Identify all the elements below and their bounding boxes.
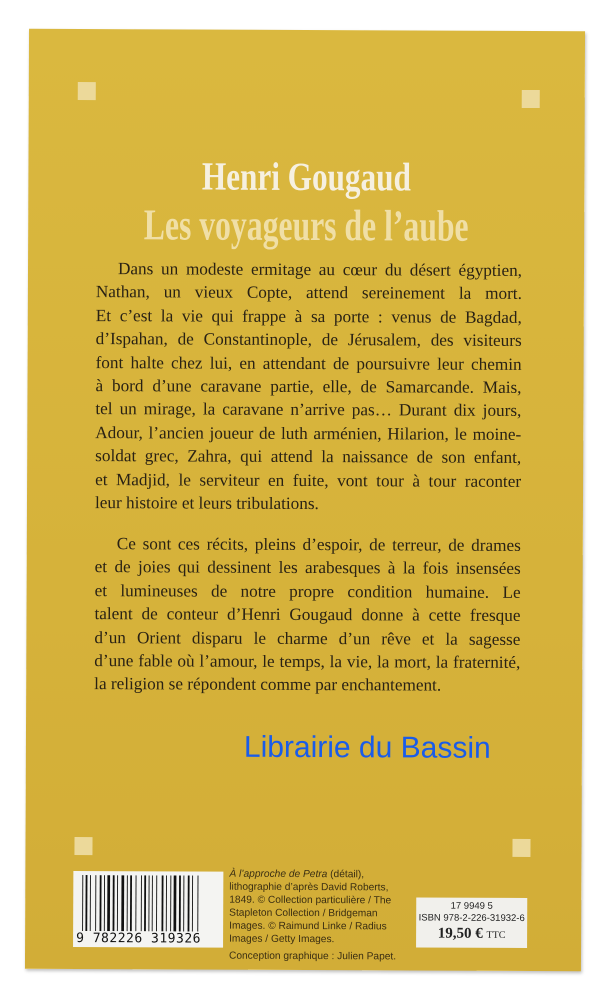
credit-text: (détail), lithographie d’après David Roberts, 1849. © Collection particulière / The Stapleton Collection / Bridgeman Images. © Raimund Linke / Radius Images / Getty Images. <box>229 869 392 946</box>
blurb-line: talent de conteur d’Henri Gougaud donne à cette fresque <box>94 604 521 626</box>
barcode-bar <box>166 875 167 931</box>
blurb-line: d’Ispahan, de Constantinople, de Jérusalem, des visiteurs <box>95 329 522 351</box>
blurb-line: d’un Orient disparu le charme d’un rêve et la sagesse <box>94 627 521 649</box>
barcode-bar <box>100 875 102 931</box>
barcode-bar <box>183 875 184 931</box>
blurb-line: la religion se répondent comme par enchantement. <box>94 674 442 695</box>
image-credits <box>229 868 407 964</box>
barcode-bar <box>113 875 115 931</box>
barcode-bar <box>179 875 181 931</box>
barcode <box>73 871 223 948</box>
blurb-line: Ce sont ces récits, pleins d’espoir, de terreur, de drames <box>116 534 521 555</box>
product-code: 17 9949 5 <box>450 900 493 912</box>
barcode-bars <box>78 875 218 932</box>
barcode-bar <box>130 875 132 931</box>
blurb-line: et lumineuses de notre propre condition humaine. Le <box>94 580 521 602</box>
blurb-line: et de joies qui dessinent les arabesques à la fois insensées <box>94 557 521 579</box>
barcode-bar <box>135 875 136 931</box>
watermark: Librairie du Bassin <box>243 730 491 765</box>
barcode-bar <box>144 875 146 931</box>
decorative-square <box>78 82 96 100</box>
tax-label: TTC <box>486 929 506 941</box>
blurb-line: à bord d’une caravane partie, elle, de Samarcande. Mais, <box>95 376 522 397</box>
blurb-line: Nathan, un vieux Copte, attend sereinement la mort. <box>95 282 522 304</box>
barcode-bar <box>82 875 83 931</box>
barcode-bar <box>107 875 110 931</box>
barcode-bar <box>90 875 91 931</box>
barcode-bar <box>141 875 142 931</box>
price: 19,50 € <box>437 925 483 942</box>
barcode-bar <box>95 875 96 931</box>
blurb-paragraph-1 <box>95 257 522 516</box>
blurb-line: leur histoire et leurs tribulations. <box>94 492 319 513</box>
barcode-bar <box>173 875 176 931</box>
barcode-bar <box>148 875 149 931</box>
barcode-bar <box>104 875 105 931</box>
decorative-square <box>74 837 92 855</box>
blurb-line: tel un mirage, la caravane n’arrive pas… Durant dix jours, <box>95 399 522 421</box>
design-credit: Conception graphique : Julien Papet. <box>228 950 397 963</box>
barcode-digits: 9 782226 319326 <box>76 931 202 947</box>
decorative-square <box>522 90 540 108</box>
blurb-line: Adour, l’ancien joueur de luth arménien, Hilarion, le moine- <box>95 422 522 444</box>
barcode-bar <box>170 875 171 931</box>
barcode-bar <box>192 876 193 932</box>
barcode-bar <box>197 876 198 932</box>
blurb-line: d’une fable où l’amour, le temps, la vie, la mort, la fraternité, <box>94 651 521 672</box>
blurb-line: font halte chez lui, en attendant de poursuivre leur chemin <box>95 352 522 374</box>
credit-artwork-title: À l’approche de Petra <box>229 868 328 881</box>
barcode-bar <box>127 875 128 931</box>
barcode-bar <box>117 875 118 931</box>
blurb-line: Dans un modeste ermitage au cœur du désert égyptien, <box>117 259 523 280</box>
blurb-line: et Madjid, le serviteur en fuite, vont tour à tour raconter <box>95 469 522 491</box>
book-back-cover <box>25 29 585 971</box>
blurb-line: Et c’est la vie qui frappe à sa porte : venus de Bagdad, <box>95 305 522 327</box>
barcode-bar <box>161 875 163 931</box>
barcode-bar <box>85 875 87 931</box>
barcode-bar <box>156 875 157 931</box>
author-name: Henri Gougaud <box>201 153 411 200</box>
book-title: Les voyageurs de l’aube <box>143 200 469 251</box>
decorative-square <box>512 839 530 857</box>
barcode-bar <box>121 875 124 931</box>
blurb-line: soldat grec, Zahra, qui attend la naissance de son enfant, <box>95 446 522 468</box>
isbn: ISBN 978-2-226-31932-6 <box>418 912 525 924</box>
barcode-bar <box>152 875 153 931</box>
blurb-paragraph-2 <box>94 532 521 698</box>
barcode-bar <box>188 875 190 931</box>
price-label <box>416 897 527 947</box>
